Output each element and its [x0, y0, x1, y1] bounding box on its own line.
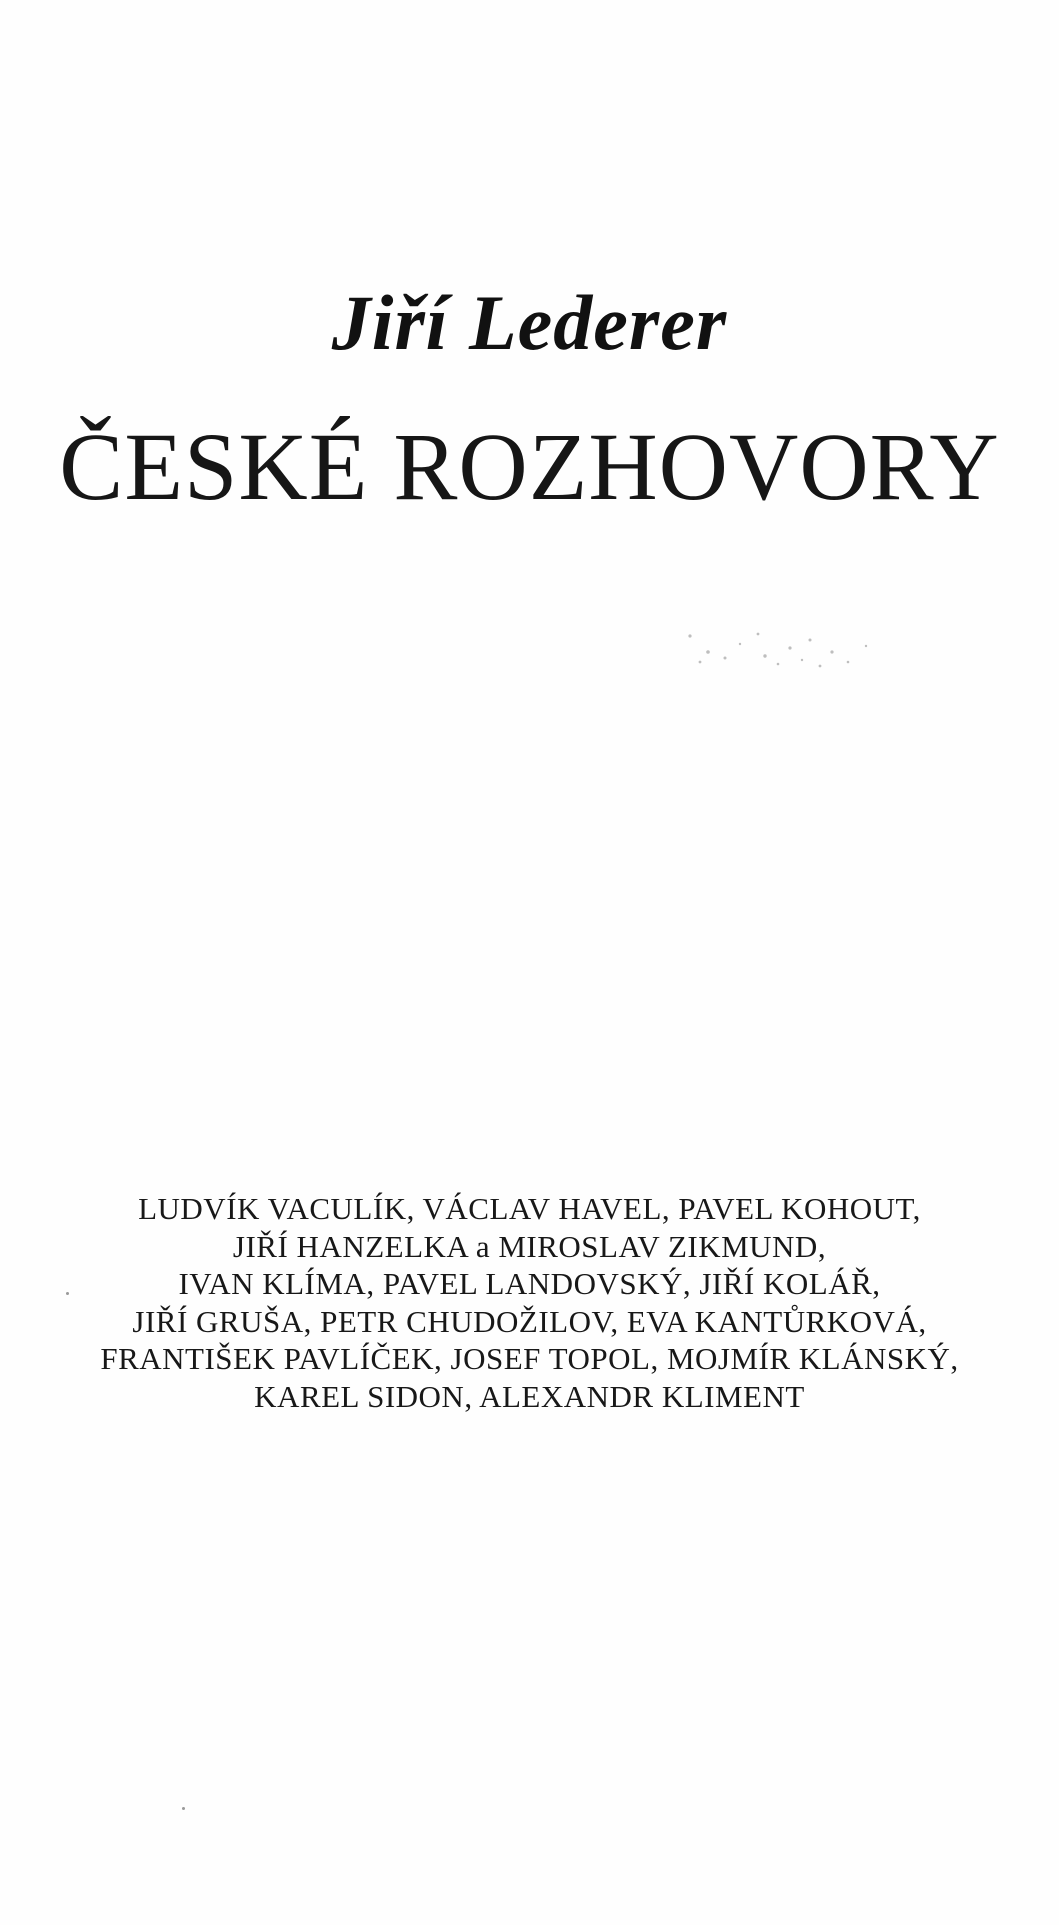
- contributors-list: [0, 1190, 1059, 1415]
- book-title: ČESKÉ ROZHOVORY: [59, 413, 1000, 520]
- contributors-line: JIŘÍ GRUŠA, PETR CHUDOŽILOV, EVA KANTŮRKOVÁ,: [132, 1303, 927, 1339]
- contributors-line: JIŘÍ HANZELKA a MIROSLAV ZIKMUND,: [232, 1228, 827, 1264]
- faded-stamp-mark: [670, 622, 890, 678]
- paper-speck: [182, 1807, 185, 1810]
- contributors-line: IVAN KLÍMA, PAVEL LANDOVSKÝ, JIŘÍ KOLÁŘ,: [178, 1266, 881, 1301]
- contributors-line: LUDVÍK VACULÍK, VÁCLAV HAVEL, PAVEL KOHOUT,: [138, 1191, 921, 1226]
- author-name: Jiří Lederer: [331, 279, 728, 366]
- contributors-line: FRANTIŠEK PAVLÍČEK, JOSEF TOPOL, MOJMÍR KLÁNSKÝ,: [100, 1341, 959, 1376]
- paper-speck: [66, 1292, 69, 1295]
- contributors-line: KAREL SIDON, ALEXANDR KLIMENT: [254, 1378, 805, 1414]
